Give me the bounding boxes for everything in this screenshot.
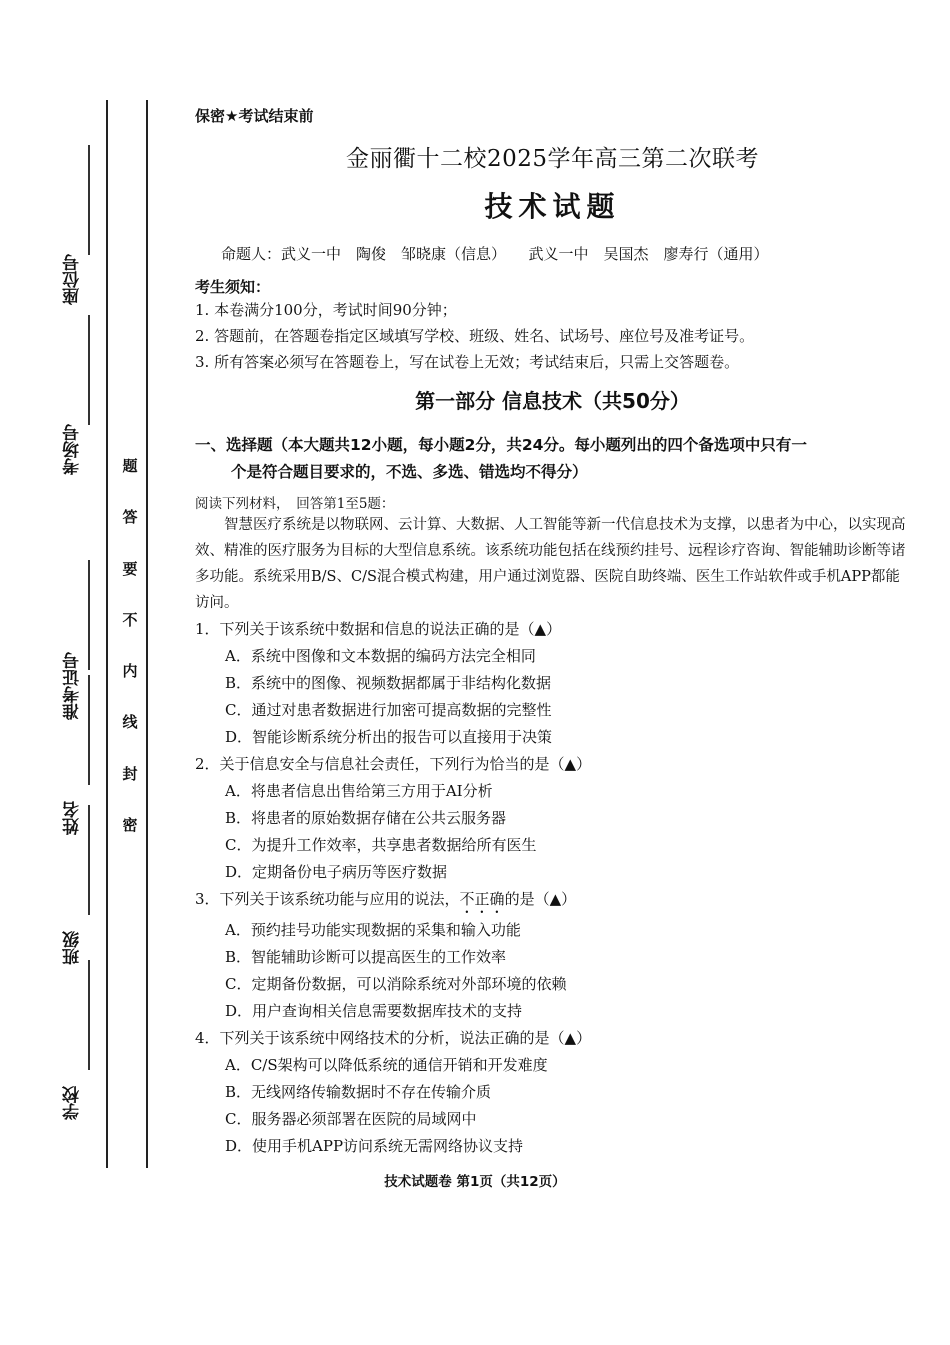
- field-underline: [88, 675, 90, 785]
- room-number-field: [60, 315, 100, 475]
- exam-content: [195, 105, 910, 1160]
- field-label: 班级: [63, 931, 83, 965]
- notice-item: 3. 所有答案必须写在答题卷上，写在试卷上无效；考试结束后，只需上交答题卷。: [195, 353, 740, 371]
- question-4: [195, 1025, 910, 1160]
- question-2: [195, 751, 910, 886]
- field-label: 准考证号: [63, 652, 83, 720]
- seal-char: 内: [122, 662, 138, 681]
- binding-line-inner: [146, 100, 148, 1168]
- option-c: C．为提升工作效率，共享患者数据给所有医生: [225, 836, 537, 854]
- seal-char: 封: [122, 764, 138, 783]
- option-a: A．系统中图像和文本数据的编码方法完全相同: [225, 647, 536, 665]
- authors-line: 命题人：武义一中 陶俊 邹晓康（信息） 武义一中 吴国杰 廖寿行（通用）: [221, 245, 769, 263]
- seal-char: 要: [122, 559, 138, 578]
- school-field: [60, 960, 100, 1120]
- option-d: D．定期备份电子病历等医疗数据: [225, 863, 448, 881]
- question-stem: 2．关于信息安全与信息社会责任，下列行为恰当的是（▲）: [195, 755, 592, 773]
- field-underline: [88, 315, 90, 425]
- field-label: 考场号: [63, 424, 83, 475]
- option-d: D．使用手机APP访问系统无需网络协议支持: [225, 1137, 524, 1155]
- section-heading: [195, 432, 910, 486]
- option-d: D．用户查询相关信息需要数据库技术的支持: [225, 1002, 523, 1020]
- stem-part: 3．下列关于该系统功能与应用的说法，: [195, 890, 460, 908]
- class-field: [60, 805, 100, 965]
- option-d: D．智能诊断系统分析出的报告可以直接用于决策: [225, 728, 553, 746]
- part-title: 第一部分 信息技术（共50分）: [415, 389, 690, 413]
- option-b: B．将患者的原始数据存储在公共云服务器: [225, 809, 507, 827]
- exam-title: 金丽衢十二校2025学年高三第二次联考: [345, 146, 760, 172]
- option-b: B．系统中的图像、视频数据都属于非结构化数据: [225, 674, 552, 692]
- seat-number-field: [60, 145, 100, 305]
- question-3: [195, 886, 910, 1025]
- page-footer: 技术试题卷 第1页（共12页）: [384, 1174, 566, 1190]
- option-a: A．C/S架构可以降低系统的通信开销和开发难度: [225, 1056, 548, 1074]
- question-stem: 1．下列关于该系统中数据和信息的说法正确的是（▲）: [195, 620, 562, 638]
- section-heading-line2: 个是符合题目要求的，不选、多选、错选均不得分）: [231, 463, 588, 481]
- field-label: 姓名: [63, 801, 83, 835]
- seal-char: 线: [122, 713, 138, 732]
- question-1: [195, 616, 910, 751]
- option-b: B．无线网络传输数据时不存在传输介质: [225, 1083, 492, 1101]
- question-stem: [195, 886, 910, 917]
- option-c: C．通过对患者数据进行加密可提高数据的完整性: [225, 701, 552, 719]
- notice-heading: 考生须知：: [195, 278, 271, 296]
- seal-char: 不: [122, 610, 138, 629]
- reading-passage: 智慧医疗系统是以物联网、云计算、大数据、人工智能等新一代信息技术为支撑，以患者为中心，以实现高效、精准的医疗服务为目标的大型信息系统。该系统功能包括在线预约挂号、远程诊疗咨询、智能辅助诊断等诸多功能。系统采用B/S、C/S混合模式构建，用户通过浏览器、医院自助终端、医生工作站软件或手机APP都能访问。: [195, 517, 906, 611]
- notice-item: 2. 答题前，在答题卷指定区域填写学校、班级、姓名、试场号、座位号及准考证号。: [195, 327, 755, 345]
- option-b: B．智能辅助诊断可以提高医生的工作效率: [225, 948, 507, 966]
- field-underline: [88, 960, 90, 1070]
- question-stem: 4．下列关于该系统中网络技术的分析，说法正确的是（▲）: [195, 1029, 592, 1047]
- field-label: 学校: [63, 1086, 83, 1120]
- notice-item: 1. 本卷满分100分，考试时间90分钟；: [195, 301, 457, 319]
- reading-intro: 阅读下列材料， 回答第1至5题：: [195, 496, 395, 512]
- seal-char: 答: [122, 508, 138, 527]
- option-a: A．将患者信息出售给第三方用于AI分析: [225, 782, 493, 800]
- subject-title: 技术试题: [484, 190, 621, 223]
- seal-char: 密: [122, 815, 138, 834]
- section-heading-line1: 一、选择题（本大题共12小题，每小题2分，共24分。每小题列出的四个备选项中只有一: [195, 436, 807, 454]
- seal-line-text: [118, 455, 142, 835]
- option-c: C．定期备份数据，可以消除系统对外部环境的依赖: [225, 975, 567, 993]
- seal-char: 题: [122, 457, 138, 475]
- confidential-label: 保密★考试结束前: [195, 107, 314, 125]
- option-a: A．预约挂号功能实现数据的采集和输入功能: [225, 921, 521, 939]
- option-c: C．服务器必须部署在医院的局域网中: [225, 1110, 477, 1128]
- field-underline: [88, 145, 90, 255]
- binding-line-outer: [106, 100, 108, 1168]
- field-label: 座位号: [63, 254, 83, 305]
- stem-part: 的是（▲）: [504, 890, 577, 908]
- stem-emphasis: 不正确: [459, 890, 505, 908]
- field-underline: [88, 805, 90, 915]
